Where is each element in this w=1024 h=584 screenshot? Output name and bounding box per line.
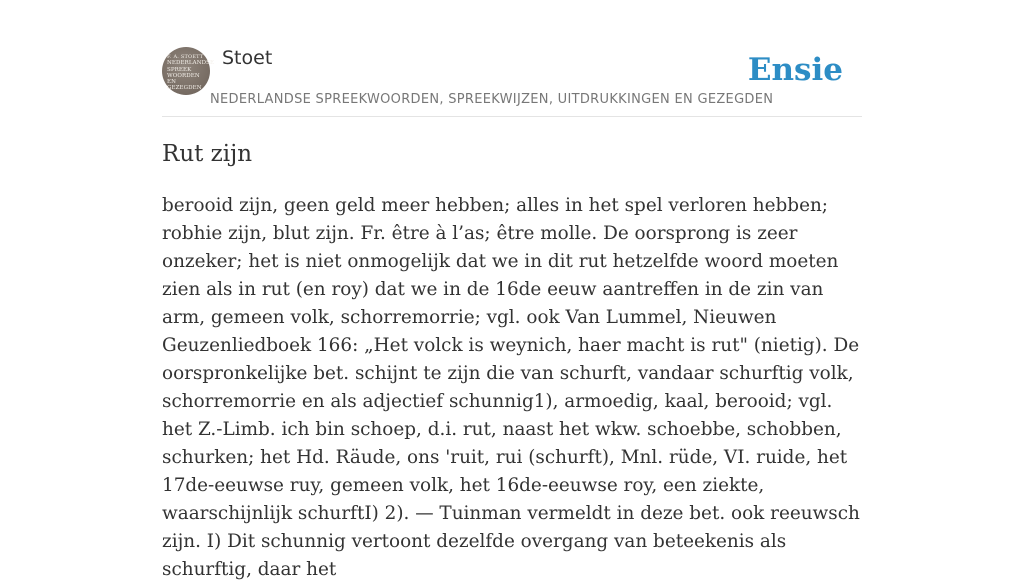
avatar-book-line-1: NEDERLANDSE: [167, 60, 215, 67]
entry-definition: berooid zijn, geen geld meer hebben; alles in het spel verloren hebben; robhie zijn, blut zijn. Fr. être à l’as; être molle. De oorsprong is zeer onzeker; het is niet onmogelijk dat we in dit rut hetzelfde woord moeten zien als in rut (en roy) dat we in de 16de eeuw aantreffen in de zin van arm, gemeen volk, schorremorrie; vgl. ook Van Lummel, Nieuwen Geuzenliedboek 166: „Het volck is weynich, haer macht is rut" (nietig). De oorspronkelijke bet. schijnt te zijn die van schurft, vandaar schurftig volk, schorremorrie en als adjectief schunnig1), armoedig, kaal, berooid; vgl. het Z.-Limb. ich bin schoep, d.i. rut, naast het wkw. schoebbe, schobben, schurken; het Hd. Räude, ons 'ruit, rui (schurft), Mnl. rüde, VI. ruide, het 17de-eeuwse ruy, gemeen volk, het 16de-eeuwse roy, een ziekte, waarschijnlijk schurftI) 2). — Tuinman vermeldt in deze bet. ook reeuwsch zijn. I) Dit schunnig vertoont dezelfde overgang van beteekenis als schurftig, daar het: [162, 195, 860, 580]
avatar-book-line-3: WOORDEN EN: [167, 72, 200, 86]
dictionary-header: [162, 46, 862, 117]
dictionary-subtitle: NEDERLANDSE SPREEKWOORDEN, SPREEKWIJZEN, UITDRUKKINGEN EN GEZEGDEN: [210, 92, 774, 107]
dictionary-name-link[interactable]: Stoet: [222, 47, 273, 69]
ensie-logo-link[interactable]: Ensie: [747, 52, 843, 88]
avatar-book-line-4: GEZEGDEN: [167, 85, 202, 92]
dictionary-avatar[interactable]: [162, 47, 215, 95]
avatar-book-line-2: SPREEK: [167, 66, 192, 73]
entry-title: Rut zijn: [162, 141, 253, 167]
avatar-book-cover: [167, 54, 215, 92]
avatar-book-author: F. A. STOETT: [167, 54, 204, 60]
